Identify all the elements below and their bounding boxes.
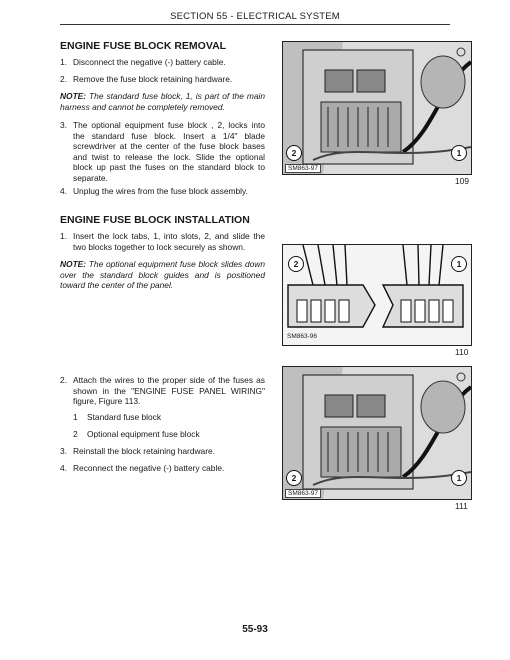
installation-note [60, 259, 265, 291]
callout-1: 1 [451, 145, 467, 161]
removal-step-3 [60, 120, 265, 184]
note-text: The optional equipment fuse block slides down over the standard block guides and is positioned toward the center of the panel. [60, 259, 265, 291]
removal-note [60, 91, 265, 112]
callout-1: 1 [451, 256, 467, 272]
note-label: NOTE: [60, 259, 87, 269]
removal-step-1 [60, 57, 265, 68]
callout-2: 2 [288, 256, 304, 272]
fuse-panel-photo-illustration [283, 42, 471, 174]
fuse-blocks-illustration [283, 245, 471, 345]
legend-item-1 [73, 412, 161, 423]
step-number: 2. [60, 74, 67, 84]
removal-title: ENGINE FUSE BLOCK REMOVAL [60, 40, 227, 52]
removal-step-4 [60, 186, 265, 197]
legend-text: Optional equipment fuse block [87, 429, 200, 439]
figure-110-photo [282, 244, 472, 346]
installation-step-2 [60, 375, 265, 407]
step-number: 4. [60, 463, 67, 473]
figure-number: 109 [455, 176, 469, 186]
installation-step-3 [60, 446, 265, 457]
legend-item-2 [73, 429, 200, 440]
figure-code: SM863-96 [287, 333, 317, 340]
figure-109-photo [282, 41, 472, 175]
step-text: Insert the lock tabs, 1, into slots, 2, and slide the two blocks together to lock securely as shown. [73, 231, 265, 252]
figure-number: 110 [455, 347, 469, 357]
step-text: Remove the fuse block retaining hardware. [73, 74, 233, 84]
installation-step-1 [60, 231, 265, 252]
legend-number: 2 [73, 429, 78, 439]
step-text: Reconnect the negative (-) battery cable. [73, 463, 225, 473]
step-number: 3. [60, 446, 67, 456]
step-text: Disconnect the negative (-) battery cable. [73, 57, 226, 67]
step-number: 4. [60, 186, 67, 196]
callout-2: 2 [286, 145, 302, 161]
figure-111-photo [282, 366, 472, 500]
step-text: The optional equipment fuse block , 2, locks into the standard fuse block. Insert a 1/4" blade screwdriver at the center of the fuse block bases and twist to release the lock. Slide the optional block up past the fuses on the standard block to separate. [73, 120, 265, 183]
callout-2: 2 [286, 470, 302, 486]
legend-text: Standard fuse block [87, 412, 162, 422]
fuse-panel-photo-illustration [283, 367, 471, 499]
step-text: Reinstall the block retaining hardware. [73, 446, 215, 456]
note-text: The standard fuse block, 1, is part of the main harness and cannot be completely removed. [60, 91, 265, 112]
removal-step-2 [60, 74, 265, 85]
note-label: NOTE: [60, 91, 87, 101]
step-number: 1. [60, 231, 67, 241]
step-text: Attach the wires to the proper side of the fuses as shown in the "ENGINE FUSE PANEL WIRING" figure, Figure 113. [73, 375, 265, 407]
step-number: 2. [60, 375, 67, 385]
figure-number: 111 [455, 501, 468, 511]
page-number: 55-93 [242, 624, 268, 635]
step-number: 1. [60, 57, 67, 67]
figure-code: SM863-97 [285, 164, 321, 173]
installation-step-4 [60, 463, 265, 474]
legend-number: 1 [73, 412, 78, 422]
section-header: SECTION 55 - ELECTRICAL SYSTEM [60, 11, 450, 25]
step-text: Unplug the wires from the fuse block assembly. [73, 186, 248, 196]
installation-title: ENGINE FUSE BLOCK INSTALLATION [60, 214, 250, 226]
figure-code: SM863-97 [285, 489, 321, 498]
step-number: 3. [60, 120, 67, 130]
callout-1: 1 [451, 470, 467, 486]
